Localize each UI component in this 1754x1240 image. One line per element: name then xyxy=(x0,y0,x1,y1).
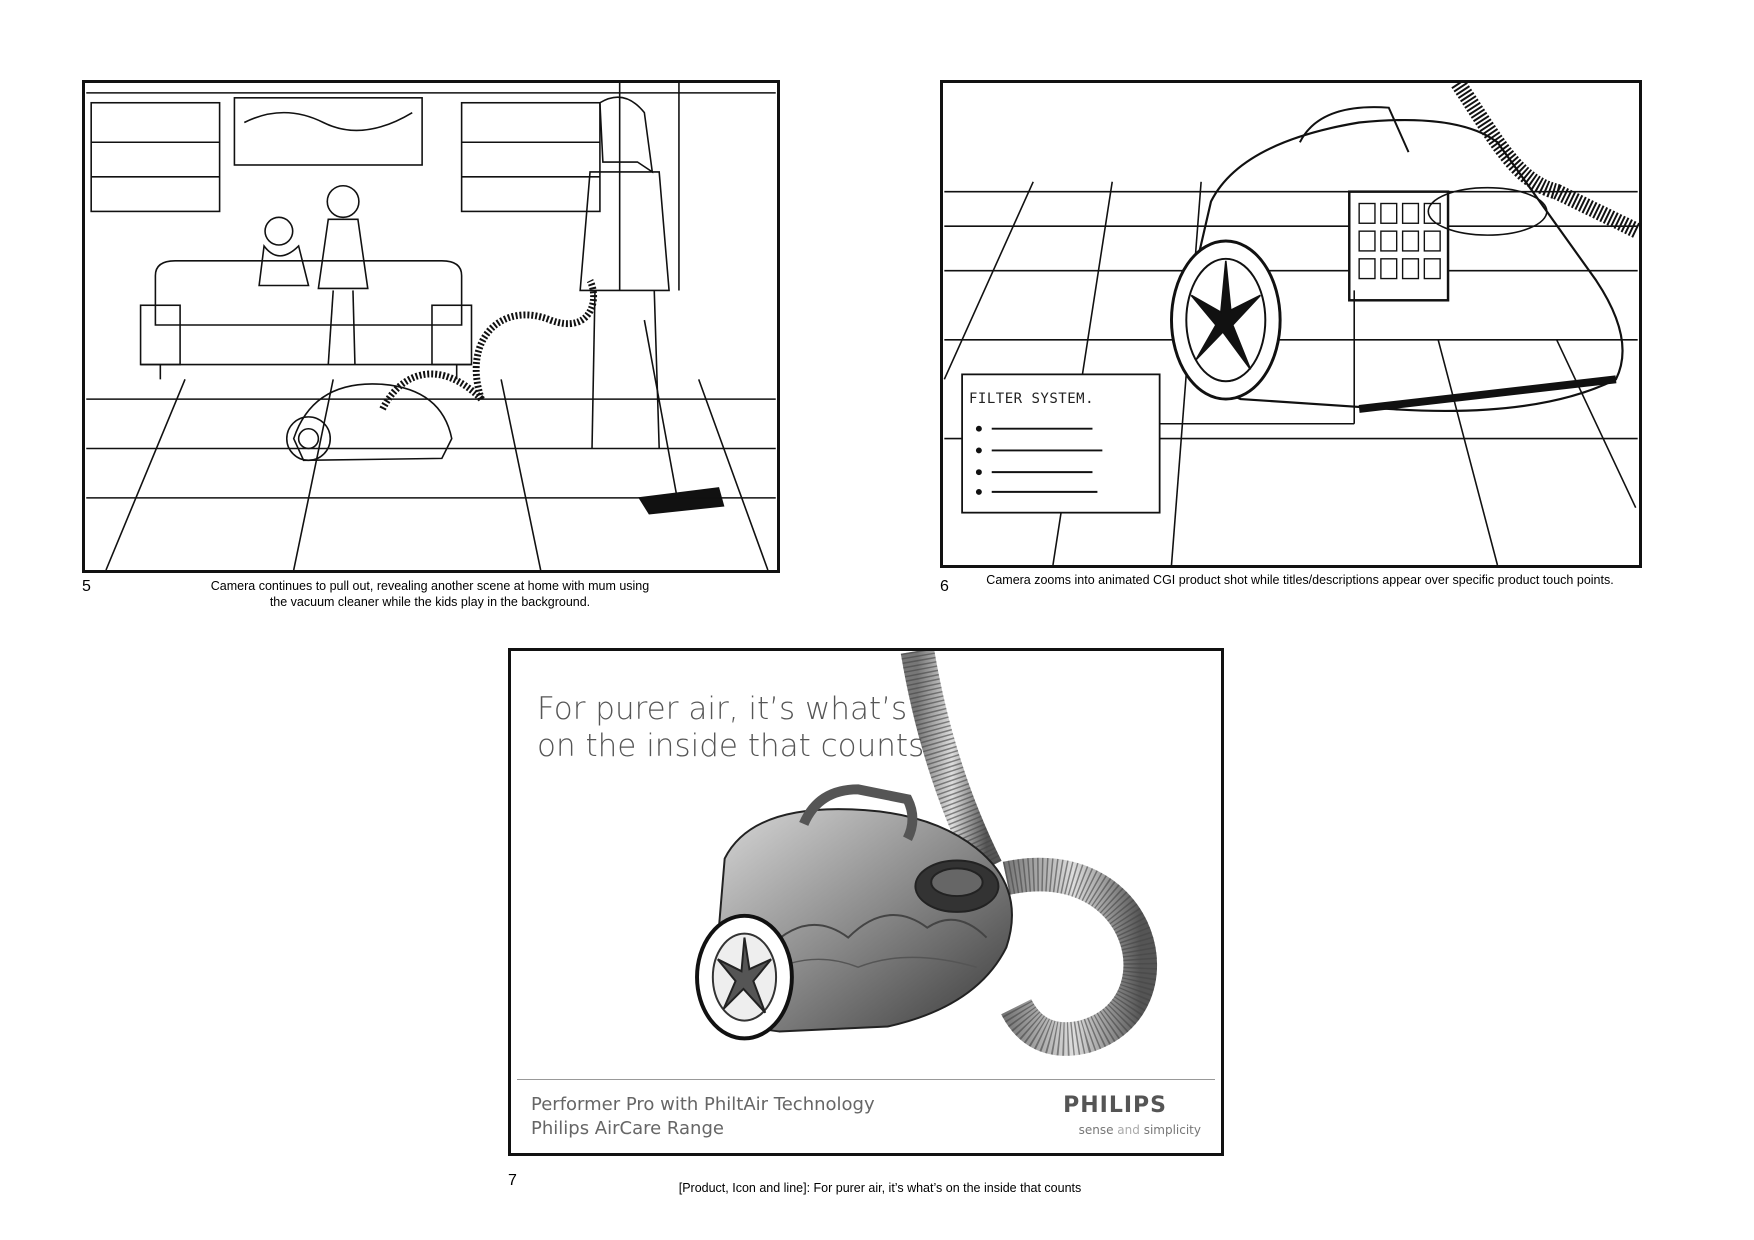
caption-line: Camera continues to pull out, revealing another scene at home with mum using xyxy=(210,579,650,593)
filter-system-label: FILTER SYSTEM. xyxy=(969,391,1095,407)
tagline-and: and xyxy=(1117,1123,1140,1137)
panel-5-frame xyxy=(82,80,780,573)
caption-line: the vacuum cleaner while the kids play in the background. xyxy=(269,595,591,609)
ad-product-line: Performer Pro with PhiltAir Technology xyxy=(531,1094,875,1115)
ad-product-line: Philips AirCare Range xyxy=(531,1118,724,1139)
panel-5-sketch xyxy=(85,83,777,570)
panel-7-caption xyxy=(590,1180,1170,1196)
panel-5-number: 5 xyxy=(82,578,91,595)
tagline-simplicity: simplicity xyxy=(1143,1123,1201,1137)
panel-6-caption xyxy=(960,572,1640,588)
tagline-sense: sense xyxy=(1078,1123,1114,1137)
philips-tagline xyxy=(1079,1123,1201,1137)
caption-line: [Product, Icon and line]: For purer air, it’s what’s on the inside that counts xyxy=(678,1181,1082,1195)
panel-6-number: 6 xyxy=(940,578,949,595)
caption-line: Camera zooms into animated CGI product shot while titles/descriptions appear over specific product touch points. xyxy=(986,573,1614,587)
panel-6-frame xyxy=(940,80,1642,568)
philips-logo: PHILIPS xyxy=(1063,1093,1167,1118)
ad-footer-divider xyxy=(517,1079,1215,1080)
panel-7-frame xyxy=(508,648,1224,1156)
ad-headline-line: For purer air, it’s what’s xyxy=(537,691,908,727)
ad-headline-line: on the inside that counts xyxy=(537,728,925,764)
panel-7-number: 7 xyxy=(508,1172,517,1189)
panel-5-caption xyxy=(140,578,720,610)
panel-6-sketch xyxy=(943,83,1639,565)
ad-product-name xyxy=(531,1093,875,1141)
ad-headline xyxy=(537,691,924,765)
